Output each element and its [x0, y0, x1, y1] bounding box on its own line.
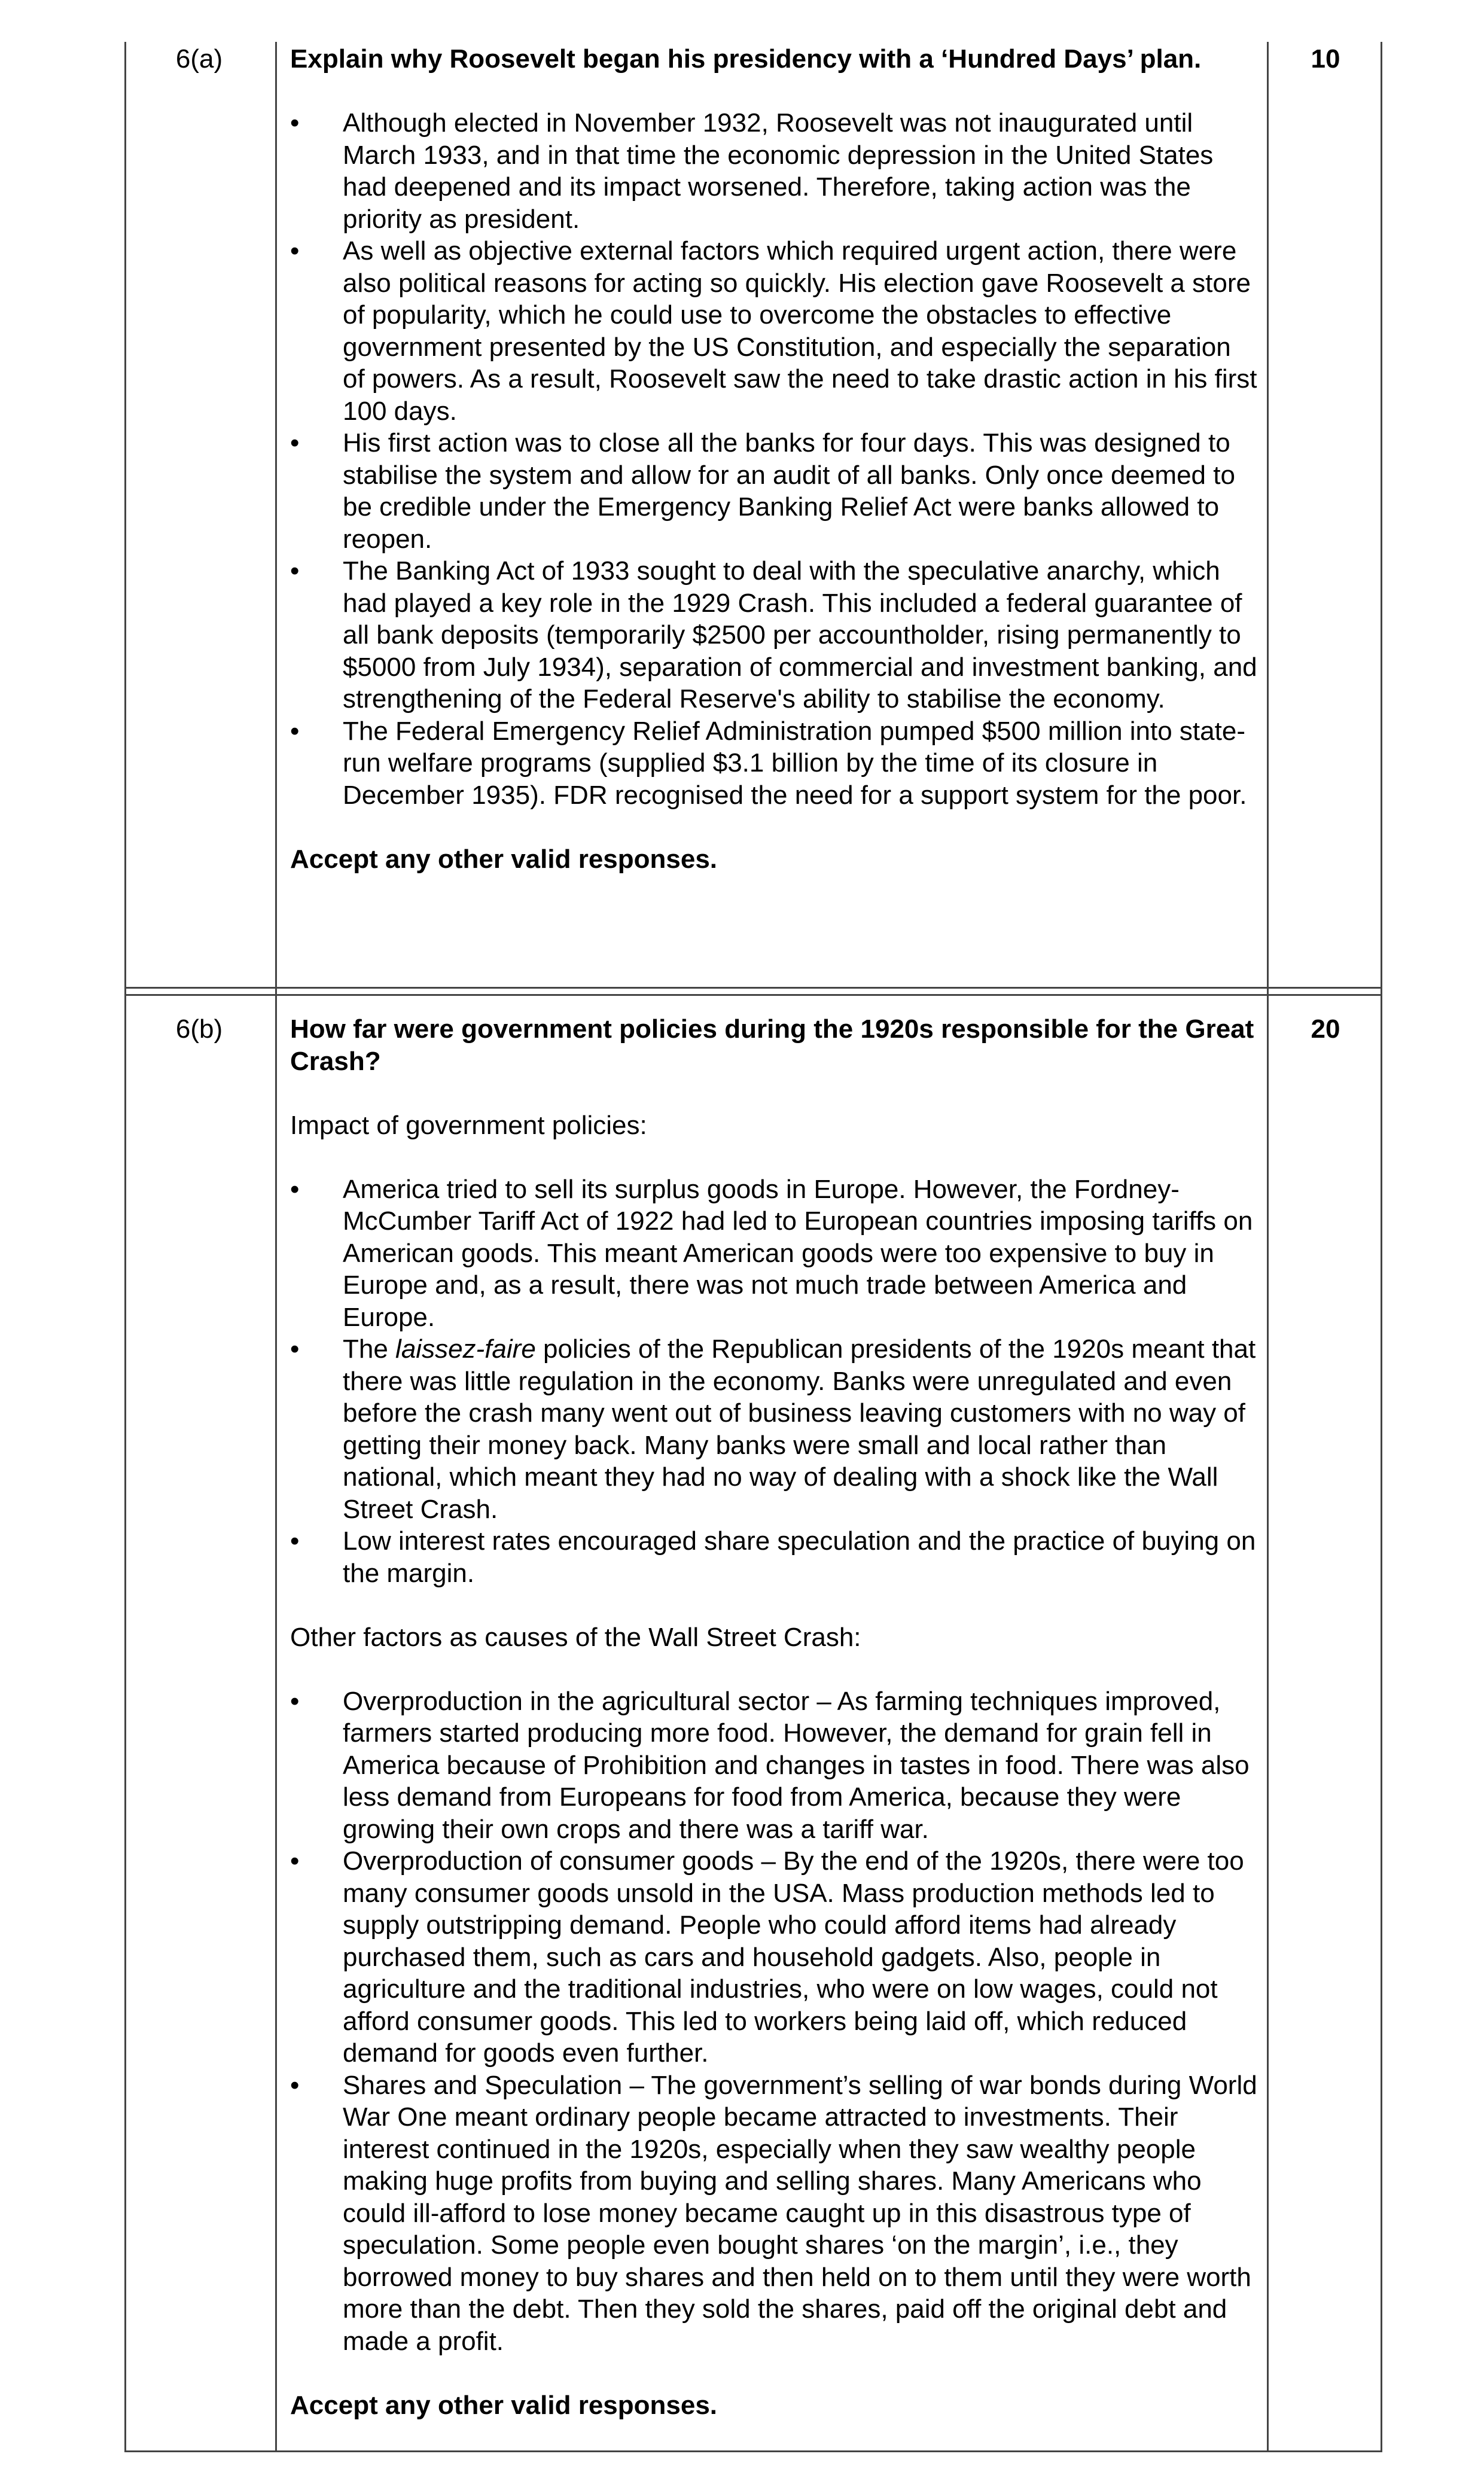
question-text: Explain why Roosevelt began his presidency with a ‘Hundred Days’ plan.	[290, 44, 1202, 74]
closing-note: Accept any other valid responses.	[290, 844, 718, 874]
list-item: • The Banking Act of 1933 sought to deal with the speculative anarchy, which had played a key role in the 1929 Crash. This included a federal guarantee of all bank deposits (temporarily $2500 per accountholder, rising permanently to $5000 from July 1934), separation of commercial and investment banking, and strengthening of the Federal Reserve's ability to stabilise the economy.	[290, 555, 1259, 715]
list-item: • As well as objective external factors which required urgent action, there were also political reasons for acting so quickly. His election gave Roosevelt a store of popularity, which he could use to overcome the obstacles to effective government presented by the US Constitution, and especially the separation of powers. As a result, Roosevelt saw the need to take drastic action in his first 100 days.	[290, 235, 1259, 427]
answer-bullets	[290, 1173, 1259, 1590]
table-divider-marks	[1267, 42, 1269, 2452]
table-border-right	[1381, 42, 1382, 2452]
list-item: • The Federal Emergency Relief Administration pumped $500 million into state-run welfare programs (supplied $3.1 billion by the time of its closure in December 1935). FDR recognised the need for a support system for the poor.	[290, 715, 1259, 812]
italic-term: laissez-faire	[395, 1334, 536, 1364]
text-run: policies of the Republican presidents of the 1920s meant that there was little regulation in the economy. Banks were unregulated and even before the crash many went out of business leaving customers with no way of getting their money back. Many banks were small and local rather than national, which meant they had no way of dealing with a shock like the Wall Street Crash.	[343, 1334, 1256, 1524]
list-item: • Shares and Speculation – The government’s selling of war bonds during World War One meant ordinary people became attracted to investments. Their interest continued in the 1920s, especially when they saw wealthy people making huge profits from buying and selling shares. Many Americans who could ill-afford to lose money became caught up in this disastrous type of speculation. Some people even bought shares ‘on the margin’, i.e., they borrowed money to buy shares and then held on to them until they were worth more than the debt. Then they sold the shares, paid off the original debt and made a profit.	[290, 2069, 1259, 2358]
table-border-bottom	[124, 2450, 1382, 2452]
question-marks: 20	[1311, 1014, 1340, 1044]
question-number: 6(b)	[175, 1014, 223, 1044]
closing-note: Accept any other valid responses.	[290, 2390, 718, 2420]
mark-scheme-table	[124, 42, 1382, 2452]
table-border-left	[124, 42, 126, 2452]
list-item: • Low interest rates encouraged share speculation and the practice of buying on the margin.	[290, 1525, 1259, 1589]
section-heading: Impact of government policies:	[290, 1110, 647, 1140]
answer-content	[290, 1013, 1259, 2421]
answer-bullets	[290, 1685, 1259, 2358]
answer-bullets	[290, 107, 1259, 811]
question-text: How far were government policies during the 1920s responsible for the Great Crash?	[290, 1014, 1254, 1076]
question-number: 6(a)	[175, 44, 223, 74]
question-marks: 10	[1311, 44, 1340, 74]
row-separator-bottom	[124, 994, 1382, 996]
list-item	[290, 1333, 1259, 1525]
list-item: • Although elected in November 1932, Roosevelt was not inaugurated until March 1933, and in that time the economic depression in the United States had deepened and its impact worsened. Therefore, taking action was the priority as president.	[290, 107, 1259, 235]
section-heading: Other factors as causes of the Wall Street Crash:	[290, 1622, 861, 1652]
list-item: • Overproduction in the agricultural sector – As farming techniques improved, farmers started producing more food. However, the demand for grain fell in America because of Prohibition and changes in tastes in food. There was also less demand from Europeans for food from America, because they were growing their own crops and there was a tariff war.	[290, 1685, 1259, 1846]
list-item: • His first action was to close all the banks for four days. This was designed to stabilise the system and allow for an audit of all banks. Only once deemed to be credible under the Emergency Banking Relief Act were banks allowed to reopen.	[290, 427, 1259, 555]
list-item: • Overproduction of consumer goods – By the end of the 1920s, there were too many consumer goods unsold in the USA. Mass production methods led to supply outstripping demand. People who could afford items had already purchased them, such as cars and household gadgets. Also, people in agriculture and the traditional industries, who were on low wages, could not afford consumer goods. This led to workers being laid off, which reduced demand for goods even further.	[290, 1845, 1259, 2069]
list-item: • America tried to sell its surplus goods in Europe. However, the Fordney-McCumber Tariff Act of 1922 had led to European countries imposing tariffs on American goods. This meant American goods were too expensive to buy in Europe and, as a result, there was not much trade between America and Europe.	[290, 1173, 1259, 1334]
table-divider-number	[275, 42, 277, 2452]
text-run: The	[343, 1334, 396, 1364]
row-separator-top	[124, 987, 1382, 989]
answer-content	[290, 43, 1259, 875]
